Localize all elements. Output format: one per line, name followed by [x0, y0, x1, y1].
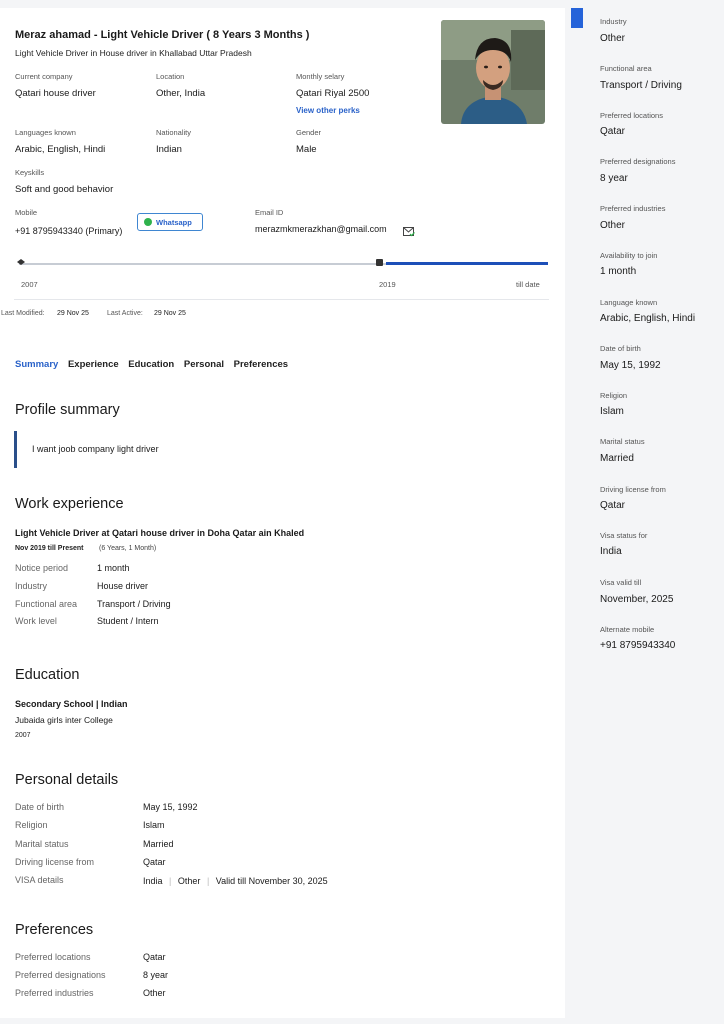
sidebar-value: Islam [600, 406, 624, 417]
sidebar-value: +91 8795943340 [600, 640, 676, 651]
sidebar-label: Availability to join [600, 251, 658, 260]
sidebar-label: Date of birth [600, 344, 641, 353]
sidebar-value: 8 year [600, 173, 628, 184]
sidebar-value: Other [600, 33, 626, 44]
last-active-label: Last Active: [107, 310, 143, 317]
sidebar-value: India [600, 546, 622, 557]
sidebar-label: Visa status for [600, 531, 648, 540]
separator: | [206, 876, 210, 886]
sidebar-label: Functional area [600, 64, 652, 73]
sidebar-label: Marital status [600, 437, 645, 446]
exp-row-label: Work level [15, 616, 57, 626]
sidebar-label: Industry [600, 17, 627, 26]
visa-country: India [143, 876, 163, 886]
last-modified-label: Last Modified: [1, 310, 45, 317]
email-label: Email ID [255, 208, 284, 217]
pref-row-value: 8 year [143, 970, 169, 980]
sidebar-label: Preferred designations [600, 157, 676, 166]
profile-photo [441, 20, 545, 124]
education-title: Education [15, 667, 80, 683]
gender-value: Male [296, 144, 317, 155]
sidebar-value: Arabic, English, Hindi [600, 313, 696, 324]
tab-personal[interactable]: Personal [183, 359, 224, 370]
sidebar-value: 1 month [600, 266, 637, 277]
whatsapp-icon [144, 218, 152, 226]
sidebar-value: Transport / Driving [600, 80, 682, 91]
work-experience-title: Work experience [15, 496, 124, 512]
sidebar-label: Preferred industries [600, 204, 666, 213]
exp-row-value: 1 month [97, 563, 130, 573]
pref-row-label: Preferred industries [15, 988, 94, 998]
personal-row-value: Islam [143, 820, 165, 830]
pref-row-label: Preferred designations [15, 970, 106, 980]
keyskills-value: Soft and good behavior [15, 184, 114, 195]
tab-preferences[interactable]: Preferences [233, 359, 289, 370]
profile-summary-text: I want joob company light driver [32, 444, 159, 454]
candidate-name-line: Meraz ahamad - Light Vehicle Driver ( 8 Years 3 Months ) [15, 29, 310, 41]
personal-row-value: Qatar [143, 857, 166, 867]
sidebar-label: Alternate mobile [600, 625, 655, 634]
sidebar-label: Visa valid till [600, 578, 642, 587]
tab-education[interactable]: Education [128, 359, 175, 370]
scroll-indicator [571, 8, 583, 28]
current-company-label: Current company [15, 72, 73, 81]
career-timeline-progress [386, 262, 548, 265]
personal-row-label: Marital status [15, 839, 69, 849]
email-value[interactable]: merazmkmerazkhan@gmail.com [255, 224, 387, 234]
pref-row-value: Qatar [143, 952, 166, 962]
timeline-start-year: 2007 [21, 280, 38, 289]
personal-row-value: Married [143, 839, 174, 849]
mobile-value[interactable]: +91 8795943340 (Primary) [15, 226, 123, 236]
timeline-start-icon [17, 259, 25, 268]
timeline-marker-icon [376, 259, 383, 266]
location-value: Other, India [156, 88, 206, 99]
exp-row-value: Transport / Driving [97, 599, 171, 609]
nationality-label: Nationality [156, 128, 192, 137]
timeline-end-label: till date [516, 280, 540, 289]
visa-type: Other [177, 876, 201, 886]
sidebar-value: Qatar [600, 500, 626, 511]
sidebar-value: Other [600, 220, 626, 231]
gender-label: Gender [296, 128, 322, 137]
keyskills-label: Keyskills [15, 168, 45, 177]
sidebar-label: Religion [600, 391, 628, 400]
experience-dates: Nov 2019 till Present [15, 545, 84, 552]
pref-row-value: Other [143, 988, 166, 998]
sidebar-value: Married [600, 453, 634, 464]
sidebar-label: Preferred locations [600, 111, 663, 120]
exp-row-label: Notice period [15, 563, 69, 573]
personal-row-value: May 15, 1992 [143, 802, 198, 812]
last-modified-value: 29 Nov 25 [57, 310, 89, 317]
nationality-value: Indian [156, 144, 182, 155]
current-company-value: Qatari house driver [15, 88, 96, 99]
experience-role: Light Vehicle Driver at Qatari house driver in Doha Qatar ain Khaled [15, 528, 305, 538]
preferences-title: Preferences [15, 922, 94, 938]
sidebar-value: May 15, 1992 [600, 360, 661, 371]
salary-label: Monthly selary [296, 72, 345, 81]
sidebar-label: Driving license from [600, 485, 666, 494]
visa-valid: Valid till November 30, 2025 [215, 876, 328, 886]
exp-row-label: Functional area [15, 599, 78, 609]
sidebar-label: Language known [600, 298, 658, 307]
visa-details-label: VISA details [15, 875, 64, 885]
sidebar-value: Qatar [600, 126, 626, 137]
education-school: Jubaida girls inter College [15, 715, 113, 725]
mobile-label: Mobile [15, 208, 38, 217]
whatsapp-button[interactable] [137, 213, 203, 231]
languages-value: Arabic, English, Hindi [15, 144, 106, 155]
salary-value: Qatari Riyal 2500 [296, 88, 370, 99]
personal-row-label: Date of birth [15, 802, 65, 812]
visa-details-value [143, 876, 328, 886]
whatsapp-label: Whatsapp [156, 217, 192, 227]
email-verify-icon[interactable] [403, 223, 415, 241]
separator: | [169, 876, 172, 886]
education-degree: Secondary School | Indian [15, 699, 128, 709]
tab-experience[interactable]: Experience [67, 359, 119, 370]
languages-label: Languages known [15, 128, 76, 137]
view-perks-link[interactable]: View other perks [296, 106, 360, 115]
sidebar-value: November, 2025 [600, 594, 674, 605]
personal-row-label: Driving license from [15, 857, 95, 867]
last-active-value: 29 Nov 25 [154, 310, 186, 317]
timeline-mid-year: 2019 [379, 280, 396, 289]
tab-summary[interactable]: Summary [15, 359, 59, 370]
exp-row-label: Industry [15, 581, 48, 591]
candidate-headline: Light Vehicle Driver in House driver in Khallabad Uttar Pradesh [15, 48, 252, 58]
personal-details-title: Personal details [15, 772, 119, 788]
header-divider [14, 299, 549, 300]
experience-duration: (6 Years, 1 Month) [99, 545, 157, 552]
exp-row-value: Student / Intern [97, 616, 159, 626]
education-year: 2007 [15, 732, 31, 739]
section-tabs [15, 359, 288, 370]
personal-row-label: Religion [15, 820, 48, 830]
profile-summary-title: Profile summary [15, 402, 120, 418]
exp-row-value: House driver [97, 581, 149, 591]
pref-row-label: Preferred locations [15, 952, 91, 962]
location-label: Location [156, 72, 185, 81]
